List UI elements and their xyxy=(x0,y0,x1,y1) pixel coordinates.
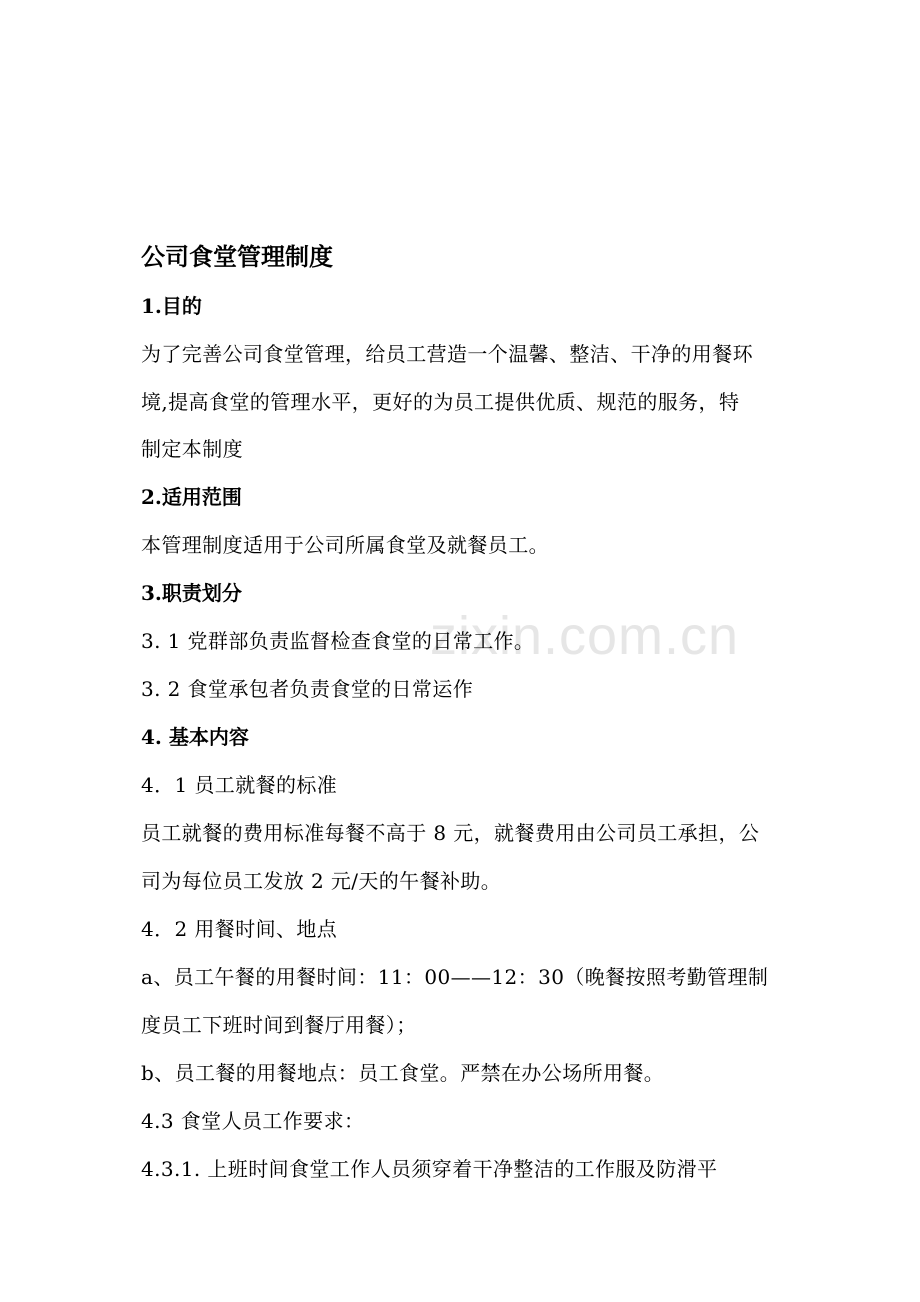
section-4-1-body-line-1: 员工就餐的费用标准每餐不高于 8 元，就餐费用由公司员工承担，公 xyxy=(141,821,760,845)
section-4-2-a-line-2: 度员工下班时间到餐厅用餐）； xyxy=(141,1013,417,1037)
section-4-2-heading: 4．2 用餐时间、地点 xyxy=(141,917,338,941)
section-1-body-line-3: 制定本制度 xyxy=(141,437,243,461)
section-4-3-heading: 4.3 食堂人员工作要求： xyxy=(141,1109,365,1133)
section-2-heading: 2.适用范围 xyxy=(141,485,242,509)
section-4-3-1-line: 4.3.1. 上班时间食堂工作人员须穿着干净整洁的工作服及防滑平 xyxy=(141,1157,718,1181)
section-3-item-1: 3. 1 党群部负责监督检查食堂的日常工作。 xyxy=(141,629,535,653)
section-3-heading: 3.职责划分 xyxy=(141,581,242,605)
watermark-text: zixin.com.cn xyxy=(430,606,740,666)
section-3-item-2: 3. 2 食堂承包者负责食堂的日常运作 xyxy=(141,677,474,701)
section-4-2-b: b、员工餐的用餐地点：员工食堂。严禁在办公场所用餐。 xyxy=(141,1061,665,1085)
section-4-2-a-line-1: a、员工午餐的用餐时间：11：00——12：30（晚餐按照考勤管理制 xyxy=(141,965,769,989)
section-1-heading: 1.目的 xyxy=(141,294,202,318)
section-4-1-body-line-2: 司为每位员工发放 2 元/天的午餐补助。 xyxy=(141,869,502,893)
section-4-heading: 4. 基本内容 xyxy=(141,725,249,749)
section-4-1-heading: 4．1 员工就餐的标准 xyxy=(141,773,338,797)
document-title: 公司食堂管理制度 xyxy=(141,242,333,271)
section-1-body-line-2: 境,提高食堂的管理水平，更好的为员工提供优质、规范的服务，特 xyxy=(141,390,740,414)
section-1-body-line-1: 为了完善公司食堂管理，给员工营造一个温馨、整洁、干净的用餐环 xyxy=(141,342,753,366)
section-2-body: 本管理制度适用于公司所属食堂及就餐员工。 xyxy=(141,533,549,557)
